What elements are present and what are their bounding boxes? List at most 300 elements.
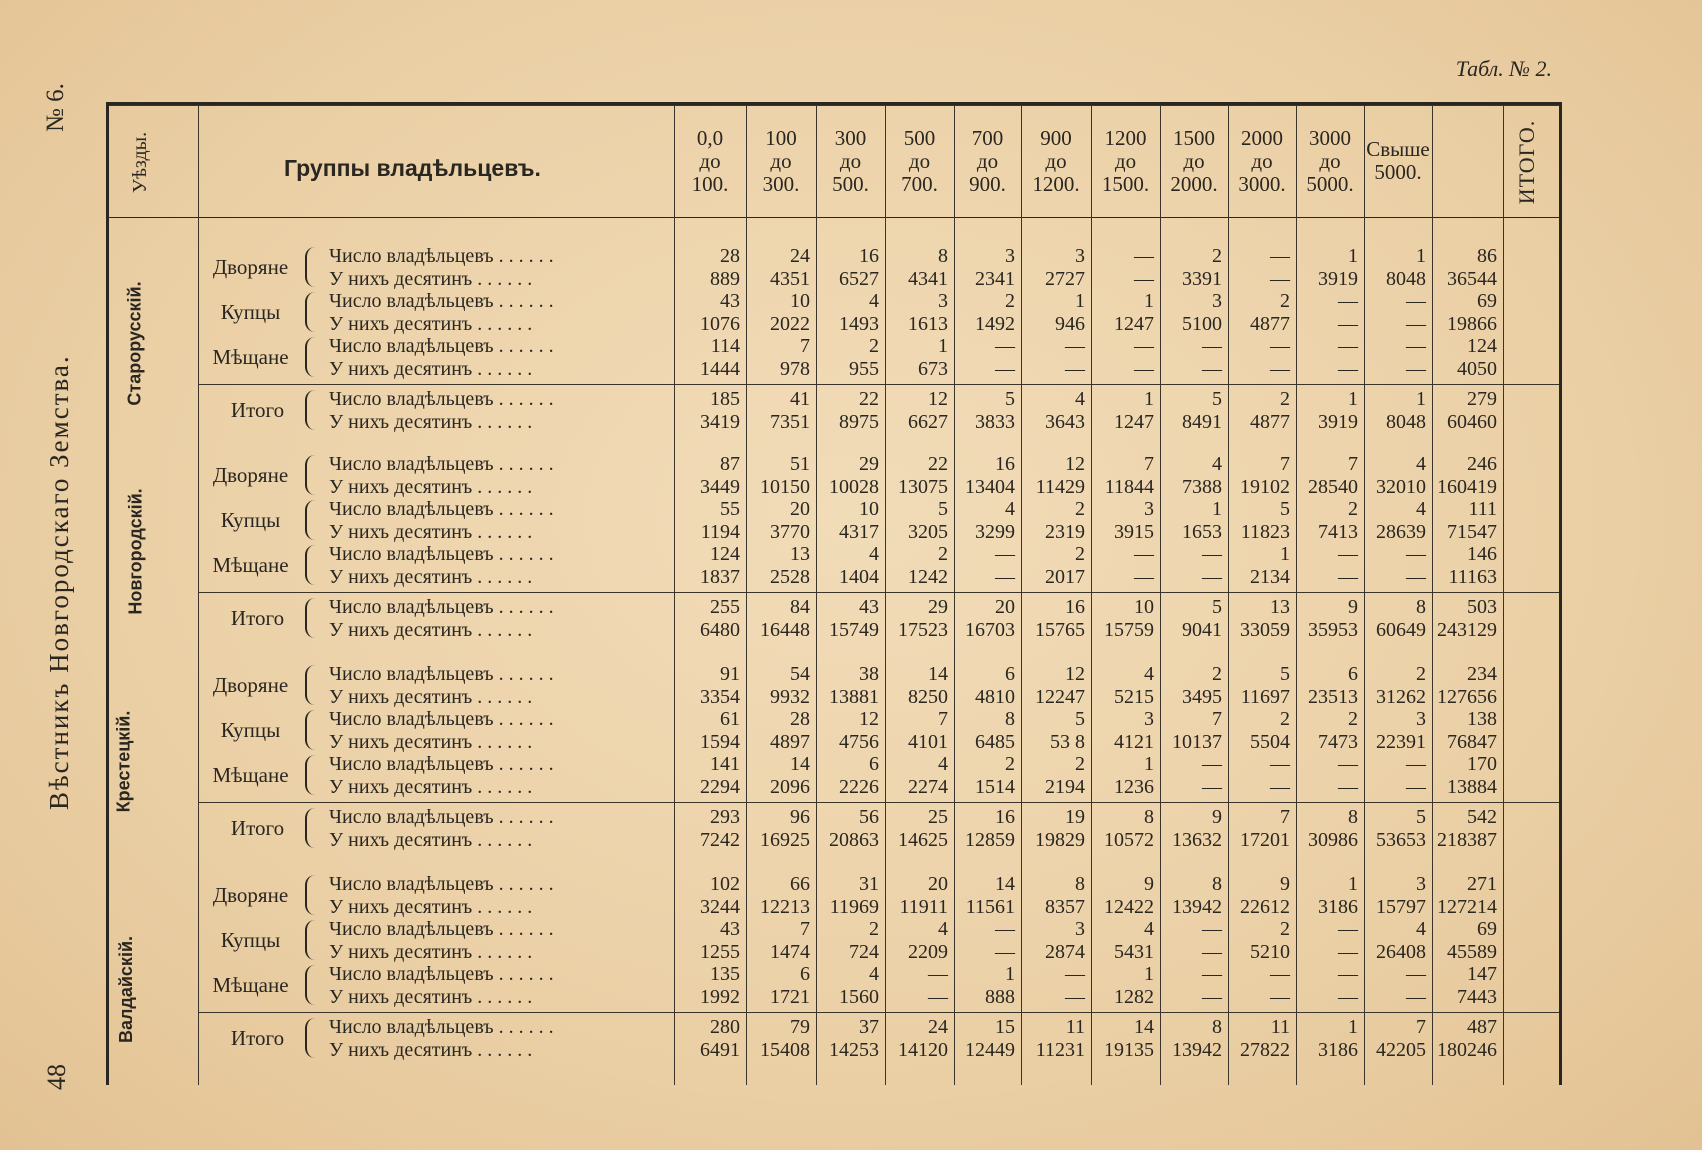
table-cell: 1992 bbox=[700, 985, 740, 1008]
table-cell: 76847 bbox=[1447, 730, 1497, 753]
range-header-line: 1500. bbox=[1101, 171, 1150, 196]
table-cell: 2 bbox=[1280, 388, 1290, 410]
table-cell: 53 8 bbox=[1050, 730, 1085, 753]
range-column-header bbox=[816, 105, 885, 217]
table-cell: 2 bbox=[1280, 918, 1290, 940]
table-cell: 1474 bbox=[770, 940, 810, 963]
table-header bbox=[109, 105, 1559, 218]
table-cell: 4 bbox=[1144, 663, 1154, 685]
range-header-line: 2000. bbox=[1170, 171, 1218, 196]
table-cell: 16448 bbox=[760, 618, 810, 641]
table-cell: 54 bbox=[790, 663, 810, 685]
table-cell: — bbox=[1338, 963, 1358, 985]
table-cell: 1837 bbox=[700, 565, 740, 588]
row-label-count: Число владѣльцевъ . . . . . . bbox=[329, 543, 554, 565]
table-cell: 56 bbox=[859, 806, 879, 828]
table-cell: — bbox=[995, 940, 1015, 963]
table-cell: — bbox=[1202, 918, 1222, 940]
table-cell: 66 bbox=[790, 873, 810, 895]
table-cell: 28 bbox=[720, 245, 740, 267]
table-cell: 13075 bbox=[898, 475, 948, 498]
table-cell: 4897 bbox=[770, 730, 810, 753]
range-header-line: 300. bbox=[762, 171, 800, 196]
table-cell: 6 bbox=[1348, 663, 1358, 685]
table-cell: 1247 bbox=[1114, 312, 1154, 335]
row-label-area: У нихъ десятинъ . . . . . . bbox=[329, 475, 533, 498]
table-cell: 32010 bbox=[1376, 475, 1426, 498]
table-cell: — bbox=[1134, 245, 1154, 267]
table-cell: 13 bbox=[1270, 596, 1290, 618]
table-cell: 6627 bbox=[908, 410, 948, 433]
range-header-line: 2000 bbox=[1241, 125, 1283, 150]
table-cell: — bbox=[1065, 357, 1085, 380]
brace-icon bbox=[305, 710, 321, 750]
table-cell: 1404 bbox=[839, 565, 879, 588]
table-cell: 51 bbox=[790, 453, 810, 475]
range-header-line: 3000 bbox=[1309, 125, 1351, 150]
row-label-count: Число владѣльцевъ . . . . . . bbox=[329, 753, 554, 775]
table-cell: — bbox=[1202, 775, 1222, 798]
range-header-line: 1200 bbox=[1104, 125, 1147, 150]
table-cell: 8 bbox=[1005, 708, 1015, 730]
table-cell: — bbox=[1338, 775, 1358, 798]
table-cell: — bbox=[1338, 918, 1358, 940]
table-cell: 2 bbox=[1075, 498, 1085, 520]
table-cell: 79 bbox=[790, 1016, 810, 1038]
range-column-header bbox=[1091, 105, 1160, 217]
table-cell: 1653 bbox=[1182, 520, 1222, 543]
table-cell: 1 bbox=[1144, 963, 1154, 985]
table-cell: 3919 bbox=[1318, 267, 1358, 290]
table-cell: — bbox=[995, 918, 1015, 940]
table-cell: — bbox=[1338, 357, 1358, 380]
table-cell: 13881 bbox=[829, 685, 879, 708]
table-cell: 12247 bbox=[1035, 685, 1085, 708]
row-label-count: Число владѣльцевъ . . . . . . bbox=[329, 290, 554, 312]
group-label: Купцы bbox=[220, 508, 281, 532]
table-cell: 4756 bbox=[839, 730, 879, 753]
table-cell: 2319 bbox=[1045, 520, 1085, 543]
table-cell: 2727 bbox=[1045, 267, 1085, 290]
range-header-line: до bbox=[1183, 148, 1205, 173]
table-cell: 15759 bbox=[1104, 618, 1154, 641]
table-cell: 7 bbox=[1416, 1016, 1426, 1038]
range-header-line: 3000. bbox=[1238, 171, 1286, 196]
group-label: Купцы bbox=[220, 928, 281, 952]
table-cell: 12422 bbox=[1104, 895, 1154, 918]
total-label: Итого bbox=[230, 816, 285, 840]
table-cell: 14 bbox=[928, 663, 948, 685]
table-cell: 9041 bbox=[1182, 618, 1222, 641]
table-cell: 1 bbox=[1348, 388, 1358, 410]
table-cell: 11163 bbox=[1448, 565, 1497, 588]
brace-icon bbox=[305, 500, 321, 540]
table-cell: 2294 bbox=[700, 775, 740, 798]
table-cell: 16 bbox=[1065, 596, 1085, 618]
row-label-area: У нихъ десятинъ . . . . . . bbox=[329, 985, 533, 1008]
table-cell: — bbox=[1134, 543, 1154, 565]
table-cell: 3 bbox=[1144, 708, 1154, 730]
table-cell: 1076 bbox=[700, 312, 740, 335]
table-cell: 7 bbox=[938, 708, 948, 730]
range-header-line: 500. bbox=[832, 171, 869, 196]
row-label-area: У нихъ десятинъ . . . . . . bbox=[329, 410, 533, 433]
table-cell: — bbox=[1202, 335, 1222, 357]
table-cell: 138 bbox=[1467, 708, 1497, 730]
row-label-count: Число владѣльцевъ . . . . . . bbox=[329, 663, 554, 685]
county-label: Валдайскій. bbox=[116, 935, 137, 1044]
table-cell: 14625 bbox=[898, 828, 948, 851]
range-header-line: 100. bbox=[691, 171, 729, 196]
table-cell: 2274 bbox=[908, 775, 948, 798]
table-cell: 3244 bbox=[700, 895, 740, 918]
table-cell: 2 bbox=[1075, 753, 1085, 775]
table-cell: 6485 bbox=[975, 730, 1015, 753]
table-cell: 4 bbox=[1005, 498, 1015, 520]
table-cell: 31262 bbox=[1376, 685, 1426, 708]
table-cell: — bbox=[1134, 267, 1154, 290]
table-cell: 2209 bbox=[908, 940, 948, 963]
table-cell: — bbox=[1406, 312, 1426, 335]
table-cell: — bbox=[1406, 565, 1426, 588]
table-cell: — bbox=[928, 985, 948, 1008]
total-separator bbox=[198, 384, 1559, 385]
table-cell: 1 bbox=[1348, 245, 1358, 267]
table-cell: 11844 bbox=[1104, 475, 1154, 498]
table-cell: 1444 bbox=[700, 357, 740, 380]
county-label: Новгородскій. bbox=[125, 488, 146, 615]
table-cell: 255 bbox=[710, 596, 740, 618]
table-cell: 16 bbox=[995, 806, 1015, 828]
table-cell: — bbox=[1270, 245, 1290, 267]
table-cell: 25 bbox=[928, 806, 948, 828]
table-cell: 4 bbox=[869, 963, 879, 985]
table-cell: 3205 bbox=[908, 520, 948, 543]
table-cell: 6 bbox=[1005, 663, 1015, 685]
table-cell: 19135 bbox=[1104, 1038, 1154, 1061]
table-cell: 11911 bbox=[899, 895, 948, 918]
table-cell: 889 bbox=[710, 267, 740, 290]
table-cell: 60460 bbox=[1447, 410, 1497, 433]
table-cell: — bbox=[1270, 775, 1290, 798]
table-cell: 2 bbox=[1348, 498, 1358, 520]
table-cell: 3 bbox=[938, 290, 948, 312]
table-cell: 16 bbox=[859, 245, 879, 267]
table-cell: 6527 bbox=[839, 267, 879, 290]
table-cell: — bbox=[1270, 963, 1290, 985]
table-cell: — bbox=[1406, 775, 1426, 798]
table-cell: 6491 bbox=[700, 1038, 740, 1061]
table-cell: 2 bbox=[1212, 663, 1222, 685]
table-cell: 141 bbox=[710, 753, 740, 775]
row-label-area: У нихъ десятинъ . . . . . . bbox=[329, 895, 533, 918]
table-cell: 16925 bbox=[760, 828, 810, 851]
table-cell: 5 bbox=[1075, 708, 1085, 730]
table-cell: — bbox=[1202, 543, 1222, 565]
table-cell: 11429 bbox=[1035, 475, 1085, 498]
table-cell: 4 bbox=[1416, 498, 1426, 520]
table-cell: 147 bbox=[1467, 963, 1497, 985]
journal-title: Вѣстникъ Новгородскаго Земства. bbox=[44, 354, 74, 810]
table-cell: 542 bbox=[1467, 806, 1497, 828]
brace-icon bbox=[305, 965, 321, 1005]
total-label: Итого bbox=[230, 1026, 285, 1050]
table-cell: 7 bbox=[1280, 806, 1290, 828]
table-cell: 7388 bbox=[1182, 475, 1222, 498]
table-cell: 1514 bbox=[975, 775, 1015, 798]
range-column-header bbox=[746, 105, 816, 217]
table-cell: 4 bbox=[1416, 918, 1426, 940]
table-cell: 955 bbox=[849, 357, 879, 380]
table-cell: 24 bbox=[790, 245, 810, 267]
range-header-line: до bbox=[839, 148, 862, 173]
table-cell: 4810 bbox=[975, 685, 1015, 708]
range-header-line: 700. bbox=[901, 171, 938, 196]
table-cell: 102 bbox=[710, 873, 740, 895]
table-cell: 135 bbox=[710, 963, 740, 985]
table-cell: 6480 bbox=[700, 618, 740, 641]
table-cell: 7 bbox=[1348, 453, 1358, 475]
table-cell: 2 bbox=[1280, 708, 1290, 730]
table-cell: 9932 bbox=[770, 685, 810, 708]
range-header-line: 1200. bbox=[1032, 171, 1080, 196]
row-label-area: У нихъ десятинъ . . . . . . bbox=[329, 520, 533, 543]
table-cell: 5 bbox=[1005, 388, 1015, 410]
group-label: Купцы bbox=[220, 300, 281, 324]
group-label: Дворяне bbox=[212, 673, 289, 697]
table-cell: — bbox=[1270, 267, 1290, 290]
table-cell: — bbox=[1338, 543, 1358, 565]
table-cell: 4 bbox=[1416, 453, 1426, 475]
table-cell: 2528 bbox=[770, 565, 810, 588]
table-cell: 10137 bbox=[1172, 730, 1222, 753]
table-cell: 8 bbox=[1212, 1016, 1222, 1038]
row-label-count: Число владѣльцевъ . . . . . . bbox=[329, 596, 554, 618]
table-cell: 15749 bbox=[829, 618, 879, 641]
table-cell: 5 bbox=[1212, 388, 1222, 410]
group-label: Мѣщане bbox=[212, 763, 289, 787]
table-cell: 246 bbox=[1467, 453, 1497, 475]
table-cell: 19 bbox=[1065, 806, 1085, 828]
range-header-line: 300 bbox=[834, 125, 867, 150]
table-cell: 3 bbox=[1416, 708, 1426, 730]
range-column-header bbox=[1296, 105, 1364, 217]
table-cell: 1613 bbox=[908, 312, 948, 335]
table-cell: 8048 bbox=[1386, 267, 1426, 290]
table-cell: 2 bbox=[1212, 245, 1222, 267]
table-cell: 12 bbox=[1065, 453, 1085, 475]
table-cell: — bbox=[1338, 753, 1358, 775]
table-cell: 243129 bbox=[1437, 618, 1497, 641]
table-cell: 3 bbox=[1005, 245, 1015, 267]
table-cell: 1 bbox=[1212, 498, 1222, 520]
table-cell: 1721 bbox=[770, 985, 810, 1008]
brace-icon bbox=[305, 455, 321, 495]
total-separator bbox=[198, 592, 1559, 593]
table-cell: 3 bbox=[1144, 498, 1154, 520]
table-cell: — bbox=[1270, 335, 1290, 357]
table-cell: 28 bbox=[790, 708, 810, 730]
table-cell: 22 bbox=[859, 388, 879, 410]
table-cell: 5210 bbox=[1250, 940, 1290, 963]
table-cell: 4101 bbox=[908, 730, 948, 753]
table-cell: 13942 bbox=[1172, 895, 1222, 918]
table-cell: 8250 bbox=[908, 685, 948, 708]
table-cell: 2 bbox=[1075, 543, 1085, 565]
table-cell: 946 bbox=[1055, 312, 1085, 335]
table-cell: 3186 bbox=[1318, 895, 1358, 918]
group-label: Дворяне bbox=[212, 883, 289, 907]
table-cell: — bbox=[1065, 985, 1085, 1008]
table-cell: 17523 bbox=[898, 618, 948, 641]
table-cell: 29 bbox=[859, 453, 879, 475]
table-cell: 1236 bbox=[1114, 775, 1154, 798]
table-cell: 5 bbox=[1280, 663, 1290, 685]
table-cell: 111 bbox=[1468, 498, 1497, 520]
table-label: Табл. № 2. bbox=[1455, 56, 1552, 81]
table-cell: 16703 bbox=[965, 618, 1015, 641]
table-cell: 1 bbox=[1280, 543, 1290, 565]
table-cell: 7473 bbox=[1318, 730, 1358, 753]
row-label-count: Число владѣльцевъ . . . . . . bbox=[329, 498, 554, 520]
table-cell: — bbox=[1270, 753, 1290, 775]
table-cell: 1194 bbox=[700, 520, 740, 543]
table-cell: 2 bbox=[1005, 753, 1015, 775]
range-column-header bbox=[885, 105, 954, 217]
brace-icon bbox=[305, 665, 321, 705]
table-cell: 4877 bbox=[1250, 410, 1290, 433]
range-header-line: 100 bbox=[765, 125, 797, 150]
row-label-count: Число владѣльцевъ . . . . . . bbox=[329, 873, 554, 895]
range-header-line: 5000. bbox=[1306, 171, 1354, 196]
row-label-count: Число владѣльцевъ . . . . . . bbox=[329, 245, 554, 267]
groups-column-header: Группы владѣльцевъ. bbox=[284, 155, 541, 181]
brace-icon bbox=[305, 875, 321, 915]
table-cell: 53653 bbox=[1376, 828, 1426, 851]
table-cell: 1255 bbox=[700, 940, 740, 963]
table-cell: — bbox=[1338, 312, 1358, 335]
table-cell: — bbox=[1406, 290, 1426, 312]
row-label-area: У нихъ десятинъ . . . . . . bbox=[329, 730, 533, 753]
table-cell: 8 bbox=[1144, 806, 1154, 828]
table-cell: 10 bbox=[790, 290, 810, 312]
table-cell: 29 bbox=[928, 596, 948, 618]
table-cell: 14 bbox=[790, 753, 810, 775]
table-cell: 2341 bbox=[975, 267, 1015, 290]
table-cell: 71547 bbox=[1447, 520, 1497, 543]
table-cell: — bbox=[1134, 357, 1154, 380]
table-cell: 26408 bbox=[1376, 940, 1426, 963]
group-label: Купцы bbox=[220, 718, 281, 742]
table-cell: 1 bbox=[938, 335, 948, 357]
table-cell: — bbox=[1338, 940, 1358, 963]
range-header-line: до bbox=[1114, 148, 1137, 173]
table-cell: 10 bbox=[859, 498, 879, 520]
table-cell: 69 bbox=[1477, 290, 1497, 312]
range-header-line: до bbox=[976, 148, 999, 173]
county-column-header: Уѣзды. bbox=[129, 131, 152, 194]
table-cell: 13884 bbox=[1447, 775, 1497, 798]
table-cell: 2 bbox=[869, 335, 879, 357]
brace-icon bbox=[305, 292, 321, 332]
range-header-line: Свыше bbox=[1366, 137, 1430, 161]
table-cell: — bbox=[928, 963, 948, 985]
table-cell: 280 bbox=[710, 1016, 740, 1038]
table-cell: 22612 bbox=[1240, 895, 1290, 918]
row-label-area: У нихъ десятинъ . . . . . . bbox=[329, 775, 533, 798]
row-label-area: У нихъ десятинъ . . . . . . bbox=[329, 940, 533, 963]
table-cell: 17201 bbox=[1240, 828, 1290, 851]
table-cell: 146 bbox=[1467, 543, 1497, 565]
table-cell: 4 bbox=[1144, 918, 1154, 940]
table-cell: 3186 bbox=[1318, 1038, 1358, 1061]
table-cell: — bbox=[1338, 290, 1358, 312]
table-cell: 3419 bbox=[700, 410, 740, 433]
table-cell: 20 bbox=[790, 498, 810, 520]
table-cell: 7242 bbox=[700, 828, 740, 851]
table-cell: 4 bbox=[1075, 388, 1085, 410]
table-cell: 2874 bbox=[1045, 940, 1085, 963]
table-cell: — bbox=[1202, 753, 1222, 775]
table-cell: — bbox=[995, 335, 1015, 357]
table-cell: 20 bbox=[995, 596, 1015, 618]
range-header-line: 900. bbox=[969, 171, 1006, 196]
table-cell: 2134 bbox=[1250, 565, 1290, 588]
table-cell: — bbox=[995, 565, 1015, 588]
row-label-count: Число владѣльцевъ . . . . . . bbox=[329, 1016, 554, 1038]
table-cell: 9 bbox=[1144, 873, 1154, 895]
table-cell: 6 bbox=[800, 963, 810, 985]
table-cell: 1 bbox=[1416, 245, 1426, 267]
table-cell: 9 bbox=[1348, 596, 1358, 618]
table-cell: 7413 bbox=[1318, 520, 1358, 543]
table-cell: 28540 bbox=[1308, 475, 1358, 498]
table-cell: 8357 bbox=[1045, 895, 1085, 918]
table-cell: 1594 bbox=[700, 730, 740, 753]
row-label-area: У нихъ десятинъ . . . . . . bbox=[329, 565, 533, 588]
table-cell: 11 bbox=[1065, 1016, 1085, 1038]
table-cell: 5504 bbox=[1250, 730, 1290, 753]
table-cell: 978 bbox=[780, 357, 810, 380]
table-cell: 12859 bbox=[965, 828, 1015, 851]
brace-icon bbox=[305, 598, 321, 638]
table-cell: 2 bbox=[869, 918, 879, 940]
table-cell: 3391 bbox=[1182, 267, 1222, 290]
row-label-area: У нихъ десятинъ . . . . . . bbox=[329, 618, 533, 641]
table-cell: 724 bbox=[849, 940, 879, 963]
table-cell: 7443 bbox=[1457, 985, 1497, 1008]
table-cell: 503 bbox=[1467, 596, 1497, 618]
table-cell: 14120 bbox=[898, 1038, 948, 1061]
table-cell: 160419 bbox=[1437, 475, 1497, 498]
issue-number: № 6. bbox=[42, 83, 69, 132]
table-cell: 3 bbox=[1416, 873, 1426, 895]
table-cell: 16 bbox=[995, 453, 1015, 475]
table-cell: — bbox=[1065, 963, 1085, 985]
table-cell: 43 bbox=[720, 290, 740, 312]
table-cell: — bbox=[1406, 963, 1426, 985]
table-cell: 127656 bbox=[1437, 685, 1497, 708]
table-cell: 3354 bbox=[700, 685, 740, 708]
column-rule bbox=[1503, 105, 1504, 1085]
group-label: Дворяне bbox=[212, 463, 289, 487]
table-cell: 3449 bbox=[700, 475, 740, 498]
table-cell: 4 bbox=[869, 290, 879, 312]
brace-icon bbox=[305, 808, 321, 848]
table-cell: 8048 bbox=[1386, 410, 1426, 433]
table-cell: 4050 bbox=[1457, 357, 1497, 380]
table-cell: 2022 bbox=[770, 312, 810, 335]
